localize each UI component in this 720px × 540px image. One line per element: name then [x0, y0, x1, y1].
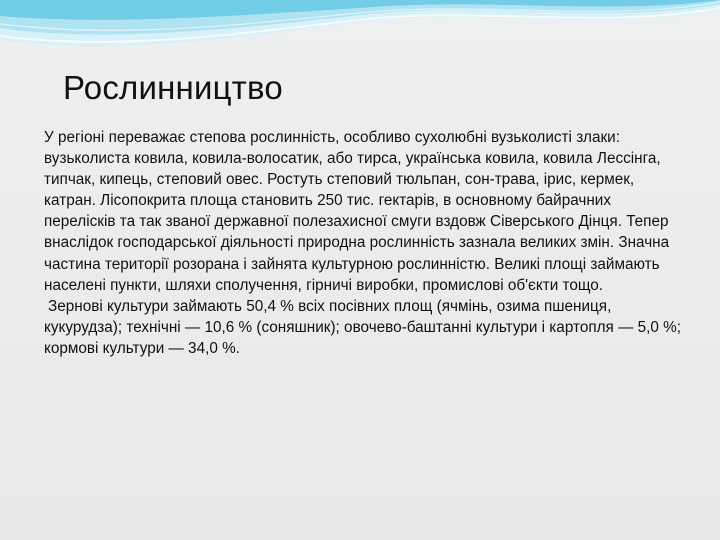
body-paragraph-crops: Зернові культури займають 50,4 % всіх посівних площ (ячмінь, озима пшениця, кукурудза); технічні — 10,6 % (соняшник); овочево-баштанні культури і картопля — 5,0 %; кормові культури — 34,0 %. [44, 297, 681, 357]
slide-title: Рослинництво [63, 69, 283, 106]
slide-body [44, 127, 684, 359]
body-paragraph-vegetation: У регіоні переважає степова рослинність, особливо сухолюбні вузьколисті злаки: вузьколиста ковила, ковила-волосатик, або тирса, українська ковила, ковила Лессінга, типчак, кипець, степовий овес. Ростуть степовий тюльпан, сон-трава, ірис, кермек, катран. Лісопокрита площа становить 250 тис. гектарів, в основному байрачних перелісків та так званої державної полезахисної смуги вздовж Сіверського Дінця. Тепер внаслідок господарської діяльності природна рослинність зазнала великих змін. Значна частина території розорана і зайнята культурною рослинністю. Великі площі займають населені пункти, шляхи сполучення, гірничі виробки, промислові об'єкти тощо. [44, 129, 670, 294]
